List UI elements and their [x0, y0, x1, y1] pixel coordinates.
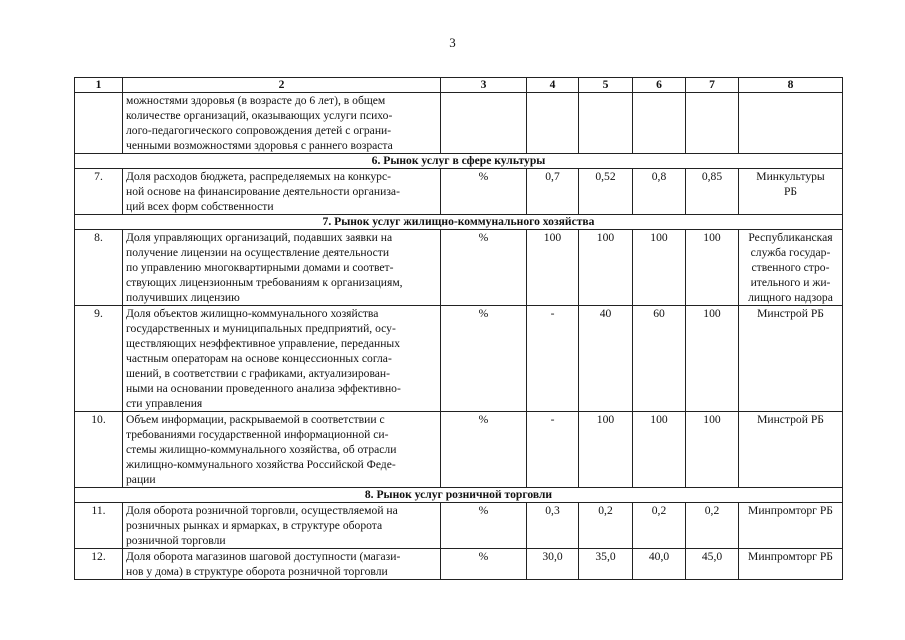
value-cell: 40 — [579, 306, 633, 412]
column-number-row — [75, 78, 843, 93]
text-line: ной основе на финансирование деятельности организа- — [126, 185, 400, 198]
table-row — [75, 93, 843, 154]
text-line: ченными возможностями здоровья с раннего возраста — [126, 139, 393, 152]
text-line: Доля расходов бюджета, распределяемых на конкурс- — [126, 170, 391, 183]
text-line: Доля оборота магазинов шаговой доступности (магази- — [126, 550, 401, 563]
value-cell: 0,52 — [579, 169, 633, 215]
page-number: 3 — [449, 35, 456, 50]
value-cell: 0,2 — [633, 503, 686, 549]
text-line: ций всех форм собственности — [126, 200, 274, 213]
section-heading-row — [75, 488, 843, 503]
value-cell: 100 — [579, 230, 633, 306]
table-row — [75, 230, 843, 306]
value-cell: 0,2 — [579, 503, 633, 549]
text-line: требованиями государственной информационной си- — [126, 428, 389, 441]
responsible-line: ственного стро- — [751, 261, 830, 274]
unit-cell: % — [441, 230, 527, 306]
unit-cell — [441, 93, 527, 154]
indicator-text — [123, 230, 441, 306]
table-row — [75, 306, 843, 412]
table-row — [75, 549, 843, 580]
responsible-line: лищного надзора — [748, 291, 833, 304]
text-line: получение лицензии на осуществление деятельности — [126, 246, 390, 259]
table-row — [75, 503, 843, 549]
responsible-line: Минстрой РБ — [757, 307, 824, 320]
section-heading-row — [75, 215, 843, 230]
responsible-cell — [739, 93, 843, 154]
value-cell: 0,3 — [527, 503, 579, 549]
table-row — [75, 412, 843, 488]
text-line: ствующих лицензионным требованиям к организациям, — [126, 276, 403, 289]
row-number — [75, 93, 123, 154]
indicator-text — [123, 412, 441, 488]
unit-cell: % — [441, 549, 527, 580]
section-heading: 6. Рынок услуг в сфере культуры — [75, 154, 843, 169]
value-cell: 100 — [527, 230, 579, 306]
value-cell: 100 — [633, 412, 686, 488]
value-cell — [527, 93, 579, 154]
section-heading: 7. Рынок услуг жилищно-коммунального хозяйства — [75, 215, 843, 230]
text-line: ществляющих неэффективное управление, переданных — [126, 337, 401, 350]
responsible-line: Минпромторг РБ — [748, 504, 833, 517]
row-number: 8. — [75, 230, 123, 306]
responsible-line: Республиканская — [748, 231, 833, 244]
table-row — [75, 169, 843, 215]
responsible-cell — [739, 230, 843, 306]
text-line: Доля оборота розничной торговли, осуществляемой на — [126, 504, 398, 517]
unit-cell: % — [441, 306, 527, 412]
section-heading-row — [75, 154, 843, 169]
value-cell: 35,0 — [579, 549, 633, 580]
responsible-cell — [739, 306, 843, 412]
text-line: сти управления — [126, 397, 203, 410]
column-header: 3 — [441, 78, 527, 93]
text-line: ными на основании проведенного анализа эффективно- — [126, 382, 401, 395]
indicator-text — [123, 306, 441, 412]
responsible-line: Минстрой РБ — [757, 413, 824, 426]
text-line: получивших лицензию — [126, 291, 240, 304]
value-cell: 45,0 — [686, 549, 739, 580]
value-cell: 40,0 — [633, 549, 686, 580]
text-line: рации — [126, 473, 156, 486]
text-line: шений, в соответствии с графиками, актуализирован- — [126, 367, 390, 380]
value-cell — [579, 93, 633, 154]
unit-cell: % — [441, 503, 527, 549]
text-line: нов у дома) в структуре оборота розничной торговли — [126, 565, 388, 578]
text-line: лого-педагогического сопровождения детей с ограни- — [126, 124, 392, 137]
indicator-text — [123, 503, 441, 549]
text-line: можностями здоровья (в возрасте до 6 лет), в общем — [126, 94, 386, 107]
responsible-cell — [739, 503, 843, 549]
text-line: Доля управляющих организаций, подавших заявки на — [126, 231, 393, 244]
column-header: 8 — [739, 78, 843, 93]
responsible-line: Минкультуры — [756, 170, 825, 183]
responsible-line: служба государ- — [750, 246, 831, 259]
value-cell: 100 — [633, 230, 686, 306]
column-header: 5 — [579, 78, 633, 93]
indicator-text — [123, 93, 441, 154]
value-cell: 100 — [686, 306, 739, 412]
text-line: Объем информации, раскрываемой в соответствии с — [126, 413, 385, 426]
text-line: количестве организаций, оказывающих услуги психо- — [126, 109, 393, 122]
responsible-cell — [739, 412, 843, 488]
column-header: 7 — [686, 78, 739, 93]
column-header: 1 — [75, 78, 123, 93]
text-line: жилищно-коммунального хозяйства Российской Феде- — [126, 458, 396, 471]
indicator-text — [123, 549, 441, 580]
value-cell: 0,8 — [633, 169, 686, 215]
unit-cell: % — [441, 412, 527, 488]
value-cell: 100 — [686, 412, 739, 488]
value-cell: 100 — [579, 412, 633, 488]
responsible-cell — [739, 169, 843, 215]
text-line: по управлению многоквартирными домами и соответ- — [126, 261, 394, 274]
row-number: 9. — [75, 306, 123, 412]
responsible-cell — [739, 549, 843, 580]
text-line: розничной торговли — [126, 534, 226, 547]
column-header: 4 — [527, 78, 579, 93]
text-line: частным операторам на основе концессионных согла- — [126, 352, 392, 365]
indicators-table — [74, 77, 843, 580]
row-number: 10. — [75, 412, 123, 488]
responsible-line: Минпромторг РБ — [748, 550, 833, 563]
value-cell: 0,85 — [686, 169, 739, 215]
text-line: стемы жилищно-коммунального хозяйства, об отрасли — [126, 443, 397, 456]
value-cell: 0,7 — [527, 169, 579, 215]
column-header: 6 — [633, 78, 686, 93]
text-line: Доля объектов жилищно-коммунального хозяйства — [126, 307, 379, 320]
column-header: 2 — [123, 78, 441, 93]
text-line: розничных рынках и ярмарках, в структуре оборота — [126, 519, 383, 532]
row-number: 11. — [75, 503, 123, 549]
value-cell — [633, 93, 686, 154]
indicator-text — [123, 169, 441, 215]
responsible-line: РБ — [783, 185, 798, 198]
row-number: 12. — [75, 549, 123, 580]
row-number: 7. — [75, 169, 123, 215]
section-heading: 8. Рынок услуг розничной торговли — [75, 488, 843, 503]
value-cell: - — [527, 306, 579, 412]
responsible-line: ительного и жи- — [750, 276, 831, 289]
value-cell: 60 — [633, 306, 686, 412]
value-cell: 30,0 — [527, 549, 579, 580]
unit-cell: % — [441, 169, 527, 215]
value-cell: - — [527, 412, 579, 488]
value-cell: 0,2 — [686, 503, 739, 549]
value-cell — [686, 93, 739, 154]
value-cell: 100 — [686, 230, 739, 306]
text-line: государственных и муниципальных предприятий, осу- — [126, 322, 396, 335]
